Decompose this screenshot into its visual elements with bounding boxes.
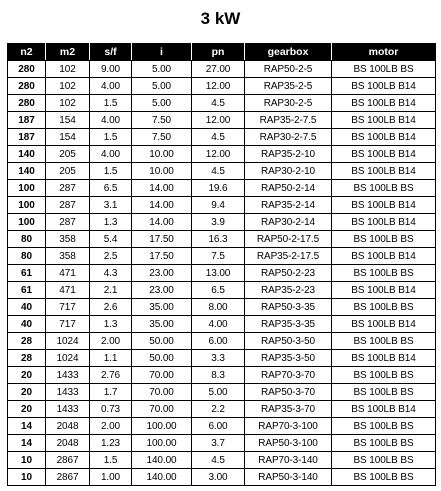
cell-sf: 1.00 <box>90 469 132 486</box>
cell-i: 5.00 <box>132 61 192 78</box>
cell-motor: BS 100LB BS <box>332 367 436 384</box>
table-row <box>8 265 436 282</box>
cell-sf: 1.3 <box>90 214 132 231</box>
cell-gearbox: RAP50-3-140 <box>245 469 332 486</box>
cell-motor: BS 100LB B14 <box>332 197 436 214</box>
cell-m2: 1433 <box>46 367 90 384</box>
cell-m2: 2867 <box>46 452 90 469</box>
table-row <box>8 180 436 197</box>
cell-i: 17.50 <box>132 248 192 265</box>
cell-n2: 28 <box>8 333 46 350</box>
cell-n2: 280 <box>8 95 46 112</box>
cell-i: 5.00 <box>132 95 192 112</box>
cell-n2: 61 <box>8 265 46 282</box>
cell-gearbox: RAP50-2-23 <box>245 265 332 282</box>
cell-gearbox: RAP35-3-50 <box>245 350 332 367</box>
cell-sf: 3.1 <box>90 197 132 214</box>
table-row <box>8 418 436 435</box>
table-row <box>8 95 436 112</box>
cell-m2: 717 <box>46 316 90 333</box>
cell-i: 100.00 <box>132 435 192 452</box>
cell-i: 23.00 <box>132 265 192 282</box>
cell-m2: 102 <box>46 78 90 95</box>
table-row <box>8 214 436 231</box>
cell-motor: BS 100LB B14 <box>332 214 436 231</box>
cell-sf: 1.23 <box>90 435 132 452</box>
cell-motor: BS 100LB BS <box>332 61 436 78</box>
table-row <box>8 469 436 486</box>
cell-sf: 5.4 <box>90 231 132 248</box>
cell-i: 10.00 <box>132 163 192 180</box>
cell-n2: 80 <box>8 231 46 248</box>
cell-sf: 1.7 <box>90 384 132 401</box>
cell-gearbox: RAP50-3-50 <box>245 333 332 350</box>
cell-i: 50.00 <box>132 333 192 350</box>
cell-sf: 1.5 <box>90 129 132 146</box>
cell-sf: 4.3 <box>90 265 132 282</box>
table-row <box>8 197 436 214</box>
cell-motor: BS 100LB B14 <box>332 112 436 129</box>
table-row <box>8 333 436 350</box>
cell-i: 70.00 <box>132 384 192 401</box>
cell-sf: 1.1 <box>90 350 132 367</box>
cell-m2: 358 <box>46 248 90 265</box>
cell-motor: BS 100LB BS <box>332 384 436 401</box>
cell-i: 17.50 <box>132 231 192 248</box>
cell-sf: 1.5 <box>90 163 132 180</box>
cell-i: 14.00 <box>132 214 192 231</box>
cell-pn: 6.00 <box>192 333 245 350</box>
cell-gearbox: RAP50-2-5 <box>245 61 332 78</box>
cell-i: 14.00 <box>132 180 192 197</box>
cell-i: 70.00 <box>132 367 192 384</box>
cell-i: 35.00 <box>132 299 192 316</box>
column-header-gearbox: gearbox <box>245 44 332 61</box>
cell-pn: 7.5 <box>192 248 245 265</box>
cell-gearbox: RAP30-2-7.5 <box>245 129 332 146</box>
table-row <box>8 146 436 163</box>
table-row <box>8 367 436 384</box>
table-row <box>8 61 436 78</box>
cell-motor: BS 100LB BS <box>332 418 436 435</box>
cell-n2: 20 <box>8 367 46 384</box>
cell-motor: BS 100LB B14 <box>332 248 436 265</box>
cell-pn: 4.5 <box>192 95 245 112</box>
cell-i: 100.00 <box>132 418 192 435</box>
cell-motor: BS 100LB B14 <box>332 95 436 112</box>
cell-gearbox: RAP35-3-70 <box>245 401 332 418</box>
cell-n2: 20 <box>8 384 46 401</box>
cell-pn: 4.00 <box>192 316 245 333</box>
cell-pn: 19.6 <box>192 180 245 197</box>
table-row <box>8 282 436 299</box>
table-row <box>8 435 436 452</box>
column-header-i: i <box>132 44 192 61</box>
cell-n2: 10 <box>8 452 46 469</box>
table-body <box>8 61 436 486</box>
cell-motor: BS 100LB B14 <box>332 146 436 163</box>
table-row <box>8 452 436 469</box>
cell-sf: 2.1 <box>90 282 132 299</box>
cell-i: 70.00 <box>132 401 192 418</box>
cell-motor: BS 100LB B14 <box>332 350 436 367</box>
cell-motor: BS 100LB B14 <box>332 163 436 180</box>
cell-m2: 1024 <box>46 350 90 367</box>
table-row <box>8 112 436 129</box>
column-header-sf: s/f <box>90 44 132 61</box>
cell-i: 35.00 <box>132 316 192 333</box>
page-title: 3 kW <box>200 9 241 28</box>
cell-gearbox: RAP70-3-140 <box>245 452 332 469</box>
cell-pn: 2.2 <box>192 401 245 418</box>
cell-sf: 4.00 <box>90 78 132 95</box>
cell-motor: BS 100LB BS <box>332 180 436 197</box>
cell-sf: 4.00 <box>90 112 132 129</box>
table-row <box>8 316 436 333</box>
cell-motor: BS 100LB BS <box>332 452 436 469</box>
cell-gearbox: RAP35-3-35 <box>245 316 332 333</box>
cell-motor: BS 100LB BS <box>332 435 436 452</box>
table-row <box>8 231 436 248</box>
cell-n2: 14 <box>8 435 46 452</box>
cell-sf: 1.3 <box>90 316 132 333</box>
cell-i: 14.00 <box>132 197 192 214</box>
cell-gearbox: RAP35-2-17.5 <box>245 248 332 265</box>
cell-gearbox: RAP70-3-100 <box>245 418 332 435</box>
cell-n2: 140 <box>8 146 46 163</box>
cell-m2: 154 <box>46 129 90 146</box>
cell-pn: 4.5 <box>192 129 245 146</box>
cell-gearbox: RAP35-2-23 <box>245 282 332 299</box>
table-row <box>8 401 436 418</box>
cell-pn: 8.3 <box>192 367 245 384</box>
cell-m2: 205 <box>46 163 90 180</box>
cell-m2: 2048 <box>46 435 90 452</box>
cell-n2: 187 <box>8 129 46 146</box>
cell-pn: 12.00 <box>192 78 245 95</box>
cell-motor: BS 100LB BS <box>332 469 436 486</box>
cell-sf: 2.5 <box>90 248 132 265</box>
cell-sf: 0.73 <box>90 401 132 418</box>
cell-m2: 287 <box>46 180 90 197</box>
cell-sf: 2.76 <box>90 367 132 384</box>
table-row <box>8 129 436 146</box>
cell-motor: BS 100LB B14 <box>332 129 436 146</box>
cell-m2: 205 <box>46 146 90 163</box>
column-header-m2: m2 <box>46 44 90 61</box>
cell-gearbox: RAP70-3-70 <box>245 367 332 384</box>
cell-m2: 102 <box>46 61 90 78</box>
column-header-n2: n2 <box>8 44 46 61</box>
cell-gearbox: RAP50-3-35 <box>245 299 332 316</box>
cell-sf: 1.5 <box>90 95 132 112</box>
cell-i: 5.00 <box>132 78 192 95</box>
cell-m2: 287 <box>46 214 90 231</box>
cell-gearbox: RAP35-2-7.5 <box>245 112 332 129</box>
cell-n2: 100 <box>8 197 46 214</box>
cell-m2: 102 <box>46 95 90 112</box>
column-header-motor: motor <box>332 44 436 61</box>
cell-pn: 6.5 <box>192 282 245 299</box>
cell-gearbox: RAP30-2-14 <box>245 214 332 231</box>
cell-pn: 3.00 <box>192 469 245 486</box>
cell-motor: BS 100LB BS <box>332 231 436 248</box>
cell-sf: 2.00 <box>90 333 132 350</box>
cell-n2: 28 <box>8 350 46 367</box>
cell-m2: 1024 <box>46 333 90 350</box>
table-row <box>8 163 436 180</box>
cell-pn: 12.00 <box>192 112 245 129</box>
cell-motor: BS 100LB B14 <box>332 316 436 333</box>
cell-m2: 471 <box>46 282 90 299</box>
cell-motor: BS 100LB B14 <box>332 282 436 299</box>
cell-gearbox: RAP30-2-10 <box>245 163 332 180</box>
cell-pn: 3.9 <box>192 214 245 231</box>
cell-pn: 3.3 <box>192 350 245 367</box>
cell-pn: 12.00 <box>192 146 245 163</box>
cell-n2: 100 <box>8 214 46 231</box>
cell-i: 7.50 <box>132 112 192 129</box>
cell-m2: 1433 <box>46 401 90 418</box>
cell-n2: 100 <box>8 180 46 197</box>
cell-motor: BS 100LB B14 <box>332 401 436 418</box>
cell-n2: 61 <box>8 282 46 299</box>
cell-pn: 4.5 <box>192 163 245 180</box>
cell-m2: 287 <box>46 197 90 214</box>
cell-n2: 280 <box>8 78 46 95</box>
cell-motor: BS 100LB BS <box>332 265 436 282</box>
cell-sf: 9.00 <box>90 61 132 78</box>
cell-pn: 13.00 <box>192 265 245 282</box>
cell-i: 7.50 <box>132 129 192 146</box>
cell-motor: BS 100LB BS <box>332 299 436 316</box>
cell-m2: 358 <box>46 231 90 248</box>
cell-gearbox: RAP30-2-5 <box>245 95 332 112</box>
cell-sf: 4.00 <box>90 146 132 163</box>
cell-pn: 3.7 <box>192 435 245 452</box>
cell-i: 50.00 <box>132 350 192 367</box>
cell-pn: 4.5 <box>192 452 245 469</box>
cell-i: 140.00 <box>132 469 192 486</box>
table-row <box>8 350 436 367</box>
cell-m2: 471 <box>46 265 90 282</box>
cell-n2: 80 <box>8 248 46 265</box>
cell-m2: 1433 <box>46 384 90 401</box>
cell-pn: 27.00 <box>192 61 245 78</box>
cell-gearbox: RAP50-3-100 <box>245 435 332 452</box>
cell-motor: BS 100LB B14 <box>332 78 436 95</box>
cell-n2: 187 <box>8 112 46 129</box>
cell-gearbox: RAP50-2-17.5 <box>245 231 332 248</box>
cell-sf: 2.6 <box>90 299 132 316</box>
cell-pn: 5.00 <box>192 384 245 401</box>
cell-pn: 8.00 <box>192 299 245 316</box>
table-row <box>8 384 436 401</box>
cell-i: 140.00 <box>132 452 192 469</box>
cell-m2: 2048 <box>46 418 90 435</box>
cell-pn: 9.4 <box>192 197 245 214</box>
cell-n2: 140 <box>8 163 46 180</box>
cell-sf: 1.5 <box>90 452 132 469</box>
cell-n2: 40 <box>8 316 46 333</box>
cell-n2: 20 <box>8 401 46 418</box>
cell-gearbox: RAP50-2-14 <box>245 180 332 197</box>
gearmotor-selection-table <box>7 43 436 486</box>
cell-sf: 2.00 <box>90 418 132 435</box>
table-row <box>8 248 436 265</box>
table-header-row <box>8 44 436 61</box>
cell-n2: 10 <box>8 469 46 486</box>
cell-pn: 16.3 <box>192 231 245 248</box>
cell-m2: 2867 <box>46 469 90 486</box>
cell-i: 10.00 <box>132 146 192 163</box>
cell-m2: 154 <box>46 112 90 129</box>
table-row <box>8 78 436 95</box>
cell-gearbox: RAP35-2-14 <box>245 197 332 214</box>
cell-pn: 6.00 <box>192 418 245 435</box>
cell-i: 23.00 <box>132 282 192 299</box>
cell-sf: 6.5 <box>90 180 132 197</box>
cell-n2: 280 <box>8 61 46 78</box>
cell-m2: 717 <box>46 299 90 316</box>
cell-gearbox: RAP35-2-5 <box>245 78 332 95</box>
cell-gearbox: RAP35-2-10 <box>245 146 332 163</box>
cell-n2: 14 <box>8 418 46 435</box>
cell-gearbox: RAP50-3-70 <box>245 384 332 401</box>
cell-n2: 40 <box>8 299 46 316</box>
cell-motor: BS 100LB BS <box>332 333 436 350</box>
table-header <box>8 44 436 61</box>
table-row <box>8 299 436 316</box>
column-header-pn: pn <box>192 44 245 61</box>
